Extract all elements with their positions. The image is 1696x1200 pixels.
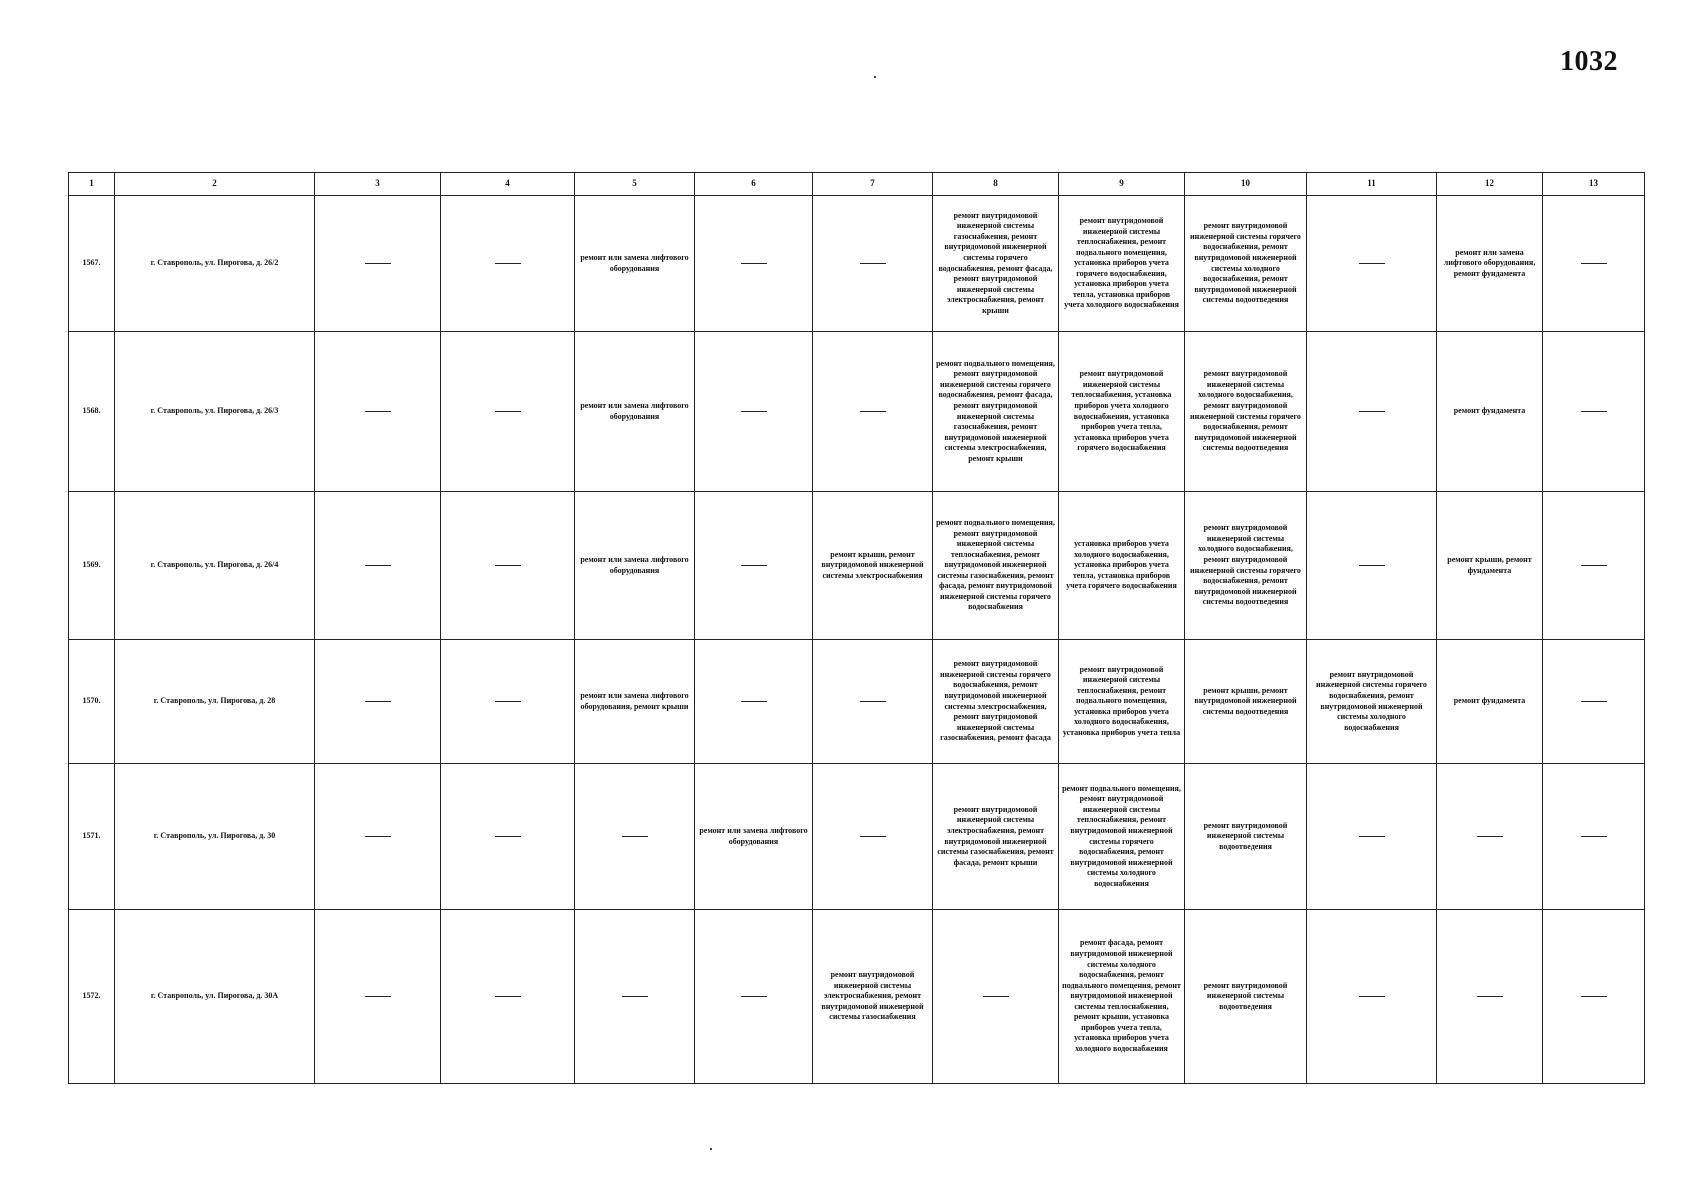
row-number: 1568. bbox=[69, 332, 115, 492]
dash-mark bbox=[1477, 996, 1503, 997]
scan-speck bbox=[710, 1148, 712, 1150]
empty-cell bbox=[695, 332, 813, 492]
page-number: 1032 bbox=[1560, 46, 1618, 77]
dash-mark bbox=[1581, 565, 1607, 566]
row-number: 1572. bbox=[69, 910, 115, 1084]
table-row bbox=[69, 640, 1645, 764]
dash-mark bbox=[495, 701, 521, 702]
dash-mark bbox=[1359, 996, 1385, 997]
column-number-row bbox=[69, 173, 1645, 196]
dash-mark bbox=[365, 411, 391, 412]
work-cell: ремонт крыши, ремонт внутридомовой инженерной системы водоотведения bbox=[1185, 640, 1307, 764]
empty-cell bbox=[1437, 910, 1543, 1084]
empty-cell bbox=[1307, 764, 1437, 910]
empty-cell bbox=[441, 764, 575, 910]
dash-mark bbox=[741, 565, 767, 566]
dash-mark bbox=[741, 263, 767, 264]
empty-cell bbox=[695, 492, 813, 640]
work-cell: ремонт или замена лифтового оборудования bbox=[575, 332, 695, 492]
empty-cell bbox=[813, 764, 933, 910]
dash-mark bbox=[495, 996, 521, 997]
empty-cell bbox=[315, 764, 441, 910]
column-header-7: 7 bbox=[813, 173, 933, 196]
column-header-4: 4 bbox=[441, 173, 575, 196]
repair-schedule-table bbox=[68, 172, 1645, 1084]
row-number: 1569. bbox=[69, 492, 115, 640]
work-cell: ремонт внутридомовой инженерной системы газоснабжения, ремонт внутридомовой инженерной системы горячего водоснабжения, ремонт фасада, ремонт внутридомовой инженерной системы электроснабжения, ремонт крыши bbox=[933, 196, 1059, 332]
work-cell: ремонт внутридомовой инженерной системы теплоснабжения, установка приборов учета холодного водоснабжения, установка приборов учета тепла, установка приборов учета горячего водоснабжения bbox=[1059, 332, 1185, 492]
empty-cell bbox=[1437, 764, 1543, 910]
empty-cell bbox=[1543, 910, 1645, 1084]
scan-speck bbox=[874, 76, 876, 78]
dash-mark bbox=[1581, 411, 1607, 412]
work-cell: ремонт фундамента bbox=[1437, 332, 1543, 492]
dash-mark bbox=[1581, 836, 1607, 837]
work-cell: ремонт внутридомовой инженерной системы холодного водоснабжения, ремонт внутридомовой инженерной системы горячего водоснабжения, ремонт внутридомовой инженерной системы водоотведения bbox=[1185, 332, 1307, 492]
empty-cell bbox=[315, 492, 441, 640]
work-cell: ремонт внутридомовой инженерной системы электроснабжения, ремонт внутридомовой инженерной системы газоснабжения, ремонт фасада, ремонт крыши bbox=[933, 764, 1059, 910]
dash-mark bbox=[1581, 263, 1607, 264]
column-header-11: 11 bbox=[1307, 173, 1437, 196]
empty-cell bbox=[695, 640, 813, 764]
address-cell: г. Ставрополь, ул. Пирогова, д. 26/2 bbox=[115, 196, 315, 332]
dash-mark bbox=[1477, 836, 1503, 837]
dash-mark bbox=[860, 411, 886, 412]
work-cell: ремонт внутридомовой инженерной системы теплоснабжения, ремонт подвального помещения, установка приборов учета холодного водоснабжения, установка приборов учета тепла bbox=[1059, 640, 1185, 764]
dash-mark bbox=[741, 411, 767, 412]
row-number: 1567. bbox=[69, 196, 115, 332]
empty-cell bbox=[441, 196, 575, 332]
dash-mark bbox=[860, 836, 886, 837]
dash-mark bbox=[495, 263, 521, 264]
dash-mark bbox=[1359, 411, 1385, 412]
work-cell: ремонт крыши, ремонт внутридомовой инженерной системы электроснабжения bbox=[813, 492, 933, 640]
dash-mark bbox=[1359, 836, 1385, 837]
empty-cell bbox=[575, 910, 695, 1084]
dash-mark bbox=[1581, 996, 1607, 997]
dash-mark bbox=[495, 411, 521, 412]
empty-cell bbox=[441, 640, 575, 764]
work-cell: ремонт крыши, ремонт фундамента bbox=[1437, 492, 1543, 640]
empty-cell bbox=[441, 492, 575, 640]
column-header-3: 3 bbox=[315, 173, 441, 196]
empty-cell bbox=[1543, 332, 1645, 492]
address-cell: г. Ставрополь, ул. Пирогова, д. 30 bbox=[115, 764, 315, 910]
empty-cell bbox=[315, 910, 441, 1084]
empty-cell bbox=[813, 640, 933, 764]
empty-cell bbox=[695, 196, 813, 332]
work-cell: ремонт подвального помещения, ремонт внутридомовой инженерной системы теплоснабжения, ремонт внутридомовой инженерной системы газоснабжения, ремонт фасада, ремонт внутридомовой инженерной системы горячего водоснабжения bbox=[933, 492, 1059, 640]
column-header-2: 2 bbox=[115, 173, 315, 196]
work-cell: ремонт или замена лифтового оборудования, ремонт крыши bbox=[575, 640, 695, 764]
empty-cell bbox=[315, 640, 441, 764]
table-row bbox=[69, 492, 1645, 640]
column-header-8: 8 bbox=[933, 173, 1059, 196]
column-header-12: 12 bbox=[1437, 173, 1543, 196]
work-cell: ремонт подвального помещения, ремонт внутридомовой инженерной системы теплоснабжения, ремонт внутридомовой инженерной системы горячего водоснабжения, ремонт внутридомовой инженерной системы холодного водоснабжения bbox=[1059, 764, 1185, 910]
empty-cell bbox=[575, 764, 695, 910]
empty-cell bbox=[1307, 492, 1437, 640]
work-cell: ремонт внутридомовой инженерной системы холодного водоснабжения, ремонт внутридомовой инженерной системы горячего водоснабжения, ремонт внутридомовой инженерной системы водоотведения bbox=[1185, 492, 1307, 640]
empty-cell bbox=[695, 910, 813, 1084]
column-header-9: 9 bbox=[1059, 173, 1185, 196]
address-cell: г. Ставрополь, ул. Пирогова, д. 26/4 bbox=[115, 492, 315, 640]
table-row bbox=[69, 196, 1645, 332]
column-header-1: 1 bbox=[69, 173, 115, 196]
empty-cell bbox=[933, 910, 1059, 1084]
column-header-13: 13 bbox=[1543, 173, 1645, 196]
dash-mark bbox=[741, 701, 767, 702]
work-cell: ремонт внутридомовой инженерной системы горячего водоснабжения, ремонт внутридомовой инженерной системы холодного водоснабжения, ремонт внутридомовой инженерной системы водоотведения bbox=[1185, 196, 1307, 332]
empty-cell bbox=[1307, 196, 1437, 332]
work-cell: ремонт или замена лифтового оборудования bbox=[695, 764, 813, 910]
empty-cell bbox=[315, 332, 441, 492]
work-cell: ремонт фасада, ремонт внутридомовой инженерной системы холодного водоснабжения, ремонт подвального помещения, ремонт внутридомовой инженерной системы теплоснабжения, ремонт крыши, установка приборов учета тепла, установка приборов учета холодного водоснабжения bbox=[1059, 910, 1185, 1084]
work-cell: ремонт или замена лифтового оборудования bbox=[575, 196, 695, 332]
work-cell: ремонт внутридомовой инженерной системы электроснабжения, ремонт внутридомовой инженерной системы газоснабжения bbox=[813, 910, 933, 1084]
work-cell: ремонт или замена лифтового оборудования bbox=[575, 492, 695, 640]
work-cell: ремонт внутридомовой инженерной системы водоотведения bbox=[1185, 910, 1307, 1084]
empty-cell bbox=[1543, 640, 1645, 764]
dash-mark bbox=[860, 263, 886, 264]
dash-mark bbox=[622, 996, 648, 997]
address-cell: г. Ставрополь, ул. Пирогова, д. 26/3 bbox=[115, 332, 315, 492]
dash-mark bbox=[365, 263, 391, 264]
empty-cell bbox=[813, 332, 933, 492]
table-row bbox=[69, 332, 1645, 492]
empty-cell bbox=[1307, 332, 1437, 492]
empty-cell bbox=[1543, 196, 1645, 332]
dash-mark bbox=[365, 565, 391, 566]
column-header-6: 6 bbox=[695, 173, 813, 196]
address-cell: г. Ставрополь, ул. Пирогова, д. 30А bbox=[115, 910, 315, 1084]
empty-cell bbox=[441, 910, 575, 1084]
work-cell: ремонт фундамента bbox=[1437, 640, 1543, 764]
dash-mark bbox=[365, 996, 391, 997]
table-body bbox=[69, 196, 1645, 1084]
dash-mark bbox=[1359, 565, 1385, 566]
work-cell: ремонт или замена лифтового оборудования, ремонт фундамента bbox=[1437, 196, 1543, 332]
empty-cell bbox=[1543, 492, 1645, 640]
work-cell: ремонт внутридомовой инженерной системы горячего водоснабжения, ремонт внутридомовой инженерной системы электроснабжения, ремонт внутридомовой инженерной системы газоснабжения, ремонт фасада bbox=[933, 640, 1059, 764]
dash-mark bbox=[365, 701, 391, 702]
work-cell: ремонт подвального помещения, ремонт внутридомовой инженерной системы горячего водоснабжения, ремонт фасада, ремонт внутридомовой инженерной системы газоснабжения, ремонт внутридомовой инженерной системы электроснабжения, ремонт крыши bbox=[933, 332, 1059, 492]
dash-mark bbox=[622, 836, 648, 837]
empty-cell bbox=[441, 332, 575, 492]
work-cell: установка приборов учета холодного водоснабжения, установка приборов учета тепла, установка приборов учета горячего водоснабжения bbox=[1059, 492, 1185, 640]
row-number: 1571. bbox=[69, 764, 115, 910]
dash-mark bbox=[860, 701, 886, 702]
empty-cell bbox=[813, 196, 933, 332]
row-number: 1570. bbox=[69, 640, 115, 764]
dash-mark bbox=[1359, 263, 1385, 264]
empty-cell bbox=[1543, 764, 1645, 910]
table-row bbox=[69, 764, 1645, 910]
column-header-5: 5 bbox=[575, 173, 695, 196]
dash-mark bbox=[741, 996, 767, 997]
empty-cell bbox=[1307, 910, 1437, 1084]
dash-mark bbox=[495, 836, 521, 837]
dash-mark bbox=[495, 565, 521, 566]
column-header-10: 10 bbox=[1185, 173, 1307, 196]
work-cell: ремонт внутридомовой инженерной системы теплоснабжения, ремонт подвального помещения, установка приборов учета горячего водоснабжения, установка приборов учета тепла, установка приборов учета холодного водоснабжения bbox=[1059, 196, 1185, 332]
address-cell: г. Ставрополь, ул. Пирогова, д. 28 bbox=[115, 640, 315, 764]
dash-mark bbox=[983, 996, 1009, 997]
table-row bbox=[69, 910, 1645, 1084]
dash-mark bbox=[1581, 701, 1607, 702]
work-cell: ремонт внутридомовой инженерной системы водоотведения bbox=[1185, 764, 1307, 910]
dash-mark bbox=[365, 836, 391, 837]
work-cell: ремонт внутридомовой инженерной системы горячего водоснабжения, ремонт внутридомовой инженерной системы холодного водоснабжения bbox=[1307, 640, 1437, 764]
empty-cell bbox=[315, 196, 441, 332]
